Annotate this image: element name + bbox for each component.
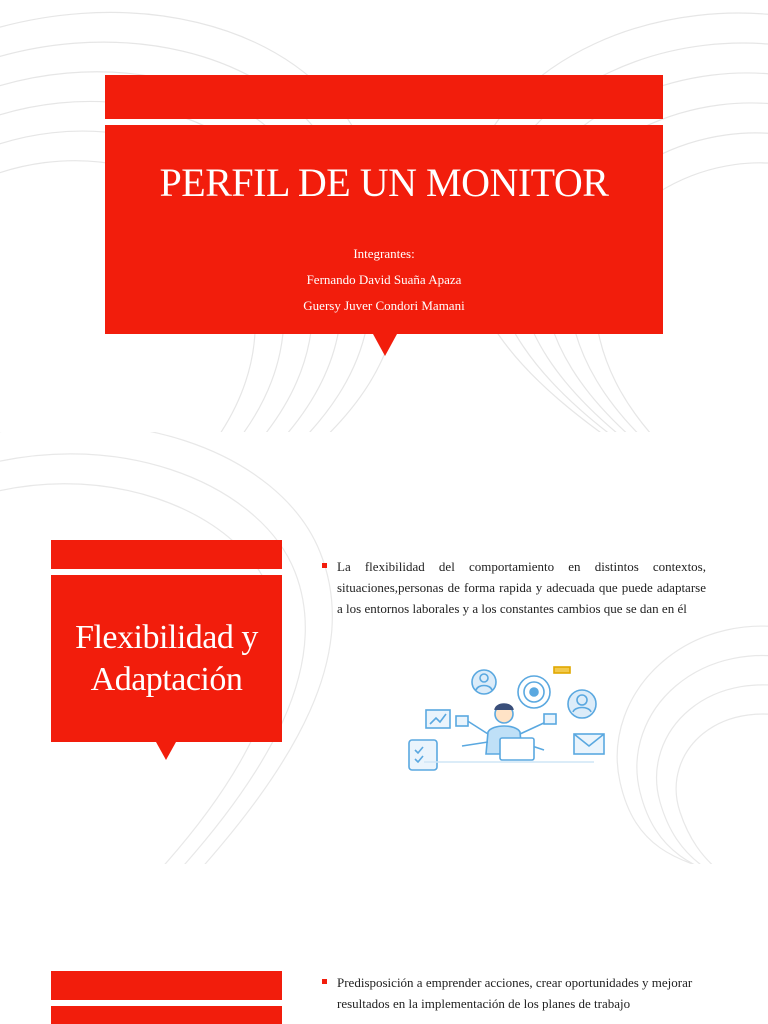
title-box bbox=[105, 125, 663, 334]
member-name: Fernando David Suaña Apaza bbox=[306, 272, 462, 287]
bullet-square-icon bbox=[322, 979, 327, 984]
bullet-list bbox=[322, 556, 706, 619]
bullet-list bbox=[322, 972, 706, 1014]
heading-accent-bar bbox=[51, 540, 282, 569]
heading-accent-bar bbox=[51, 971, 282, 1000]
slide-flexibility bbox=[0, 432, 768, 864]
heading-box bbox=[51, 1006, 282, 1024]
title-notch bbox=[373, 334, 397, 356]
heading-box bbox=[51, 575, 282, 742]
multitasking-illustration bbox=[404, 662, 612, 772]
slide-title bbox=[0, 0, 768, 432]
bullet-text: La flexibilidad del comportamiento en distintos contextos, situaciones,personas de forma rapida y adecuada que puede adaptarse a los entornos laborales y a los constantes cambios que se dan en él bbox=[337, 559, 706, 616]
list-item bbox=[322, 556, 706, 619]
section-heading: Flexibilidad y Adaptación bbox=[75, 619, 258, 698]
members-label: Integrantes: bbox=[353, 246, 415, 261]
slide-initiative bbox=[0, 864, 768, 1024]
heading-notch bbox=[156, 742, 176, 760]
page-title: PERFIL DE UN MONITOR bbox=[159, 160, 609, 205]
member-name: Guersy Juver Condori Mamani bbox=[303, 298, 465, 313]
bullet-square-icon bbox=[322, 563, 327, 568]
bullet-text: Predisposición a emprender acciones, crear oportunidades y mejorar resultados en la implementación de los planes de trabajo bbox=[337, 975, 693, 1011]
list-item bbox=[322, 972, 706, 1014]
title-accent-bar bbox=[105, 75, 663, 119]
